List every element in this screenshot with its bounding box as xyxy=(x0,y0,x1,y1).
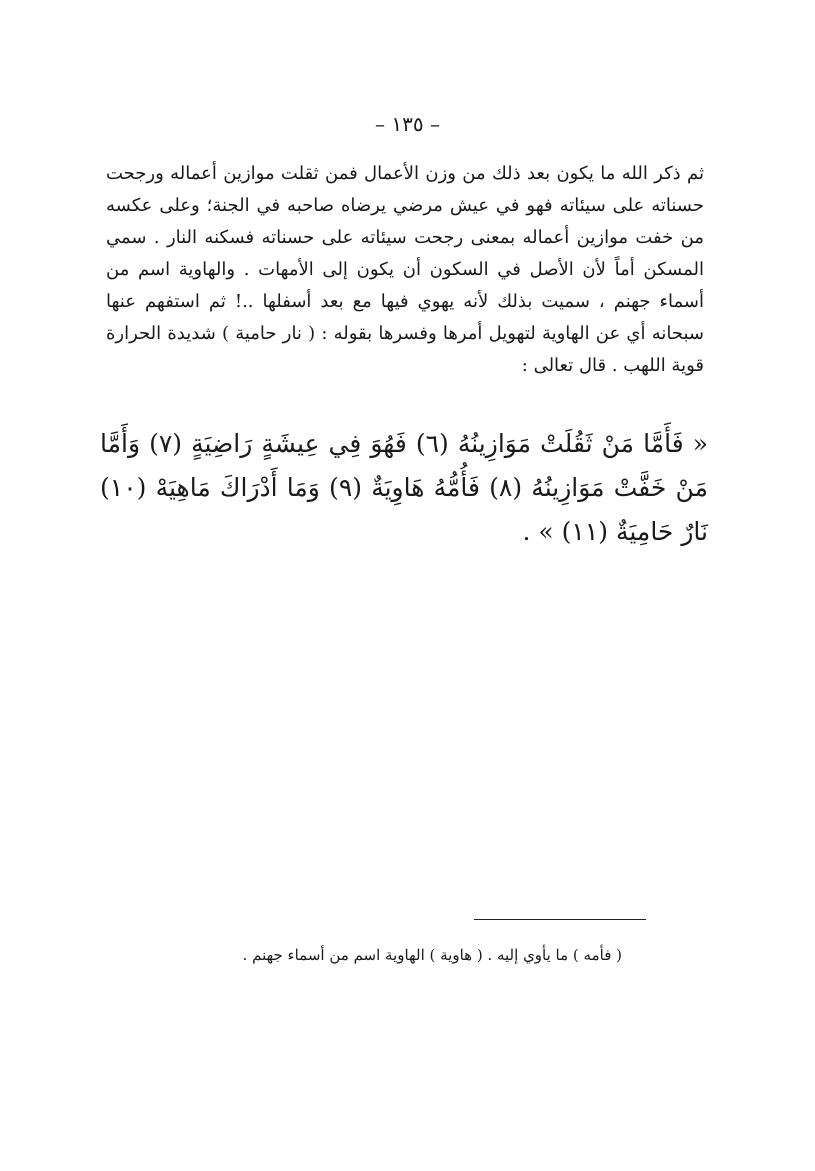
commentary-text: ثم ذكر الله ما يكون بعد ذلك من وزن الأعمال فمن ثقلت موازين أعماله ورجحت حسناته على سيئاته فهو في عيش مرضي يرضاه صاحبه في الجنة؛ وعلى عكسه من خفت موازين أعماله بمعنى رجحت سيئاته على حسناته فسكنه النار . سمي المسكن أماً لأن الأصل في السكون أن يكون إلى الأمهات . والهاوية اسم من أسماء جهنم ، سميت بذلك لأنه يهوي فيها مع بعد أسفلها ..! ثم استفهم عنها سبحانه أي عن الهاوية لتهويل أمرها وفسرها بقوله : ( نار حامية ) شديدة الحرارة قوية اللهب . قال تعالى : xyxy=(106,163,704,376)
footnote xyxy=(140,942,622,968)
footnote-text: ( فأمه ) ما يأوي إليه . ( هاوية ) الهاوية اسم من أسماء جهنم . xyxy=(242,946,622,964)
verses-text: « فَأَمَّا مَنْ ثَقُلَتْ مَوَازِينُهُ (٦) فَهُوَ فِي عِيشَةٍ رَاضِيَةٍ (٧) وَأَمَّا مَنْ خَفَّتْ مَوَازِينُهُ (٨) فَأُمُّهُ هَاوِيَةٌ (٩) وَمَا أَدْرَاكَ مَاهِيَهْ (١٠) نَارٌ حَامِيَةٌ (١١) » . xyxy=(100,429,708,546)
quran-verses xyxy=(100,422,708,554)
footnote-divider xyxy=(474,919,646,920)
page-number: – ١٣٥ – xyxy=(375,112,440,136)
commentary-paragraph xyxy=(106,158,704,382)
